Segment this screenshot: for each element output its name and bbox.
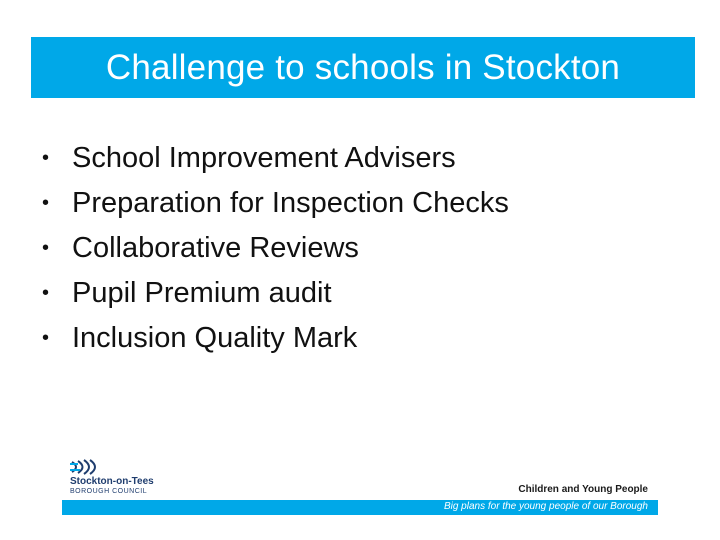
bullet-item [42,226,509,271]
bullet-text: Collaborative Reviews [72,232,359,264]
bullet-icon: • [42,237,50,259]
bullet-text: Inclusion Quality Mark [72,322,358,354]
bullet-icon: • [42,282,50,304]
bullet-text: School Improvement Advisers [72,142,456,174]
bullet-list [42,136,509,361]
bullet-item [42,271,509,316]
bullet-text: Preparation for Inspection Checks [72,187,509,219]
slide-title: Challenge to schools in Stockton [105,47,621,87]
bullet-item [42,316,509,361]
bullet-icon: • [42,192,50,214]
department-name: Children and Young People [518,484,648,495]
bullet-text: Pupil Premium audit [72,277,332,309]
footer-banner [62,500,658,515]
bullet-icon: • [42,327,50,349]
bullet-item [42,136,509,181]
council-name: Stockton-on-Tees [70,476,154,487]
title-banner [31,37,695,98]
bullet-icon: • [42,147,50,169]
council-subtitle: BOROUGH COUNCIL [70,488,148,495]
footer-tagline: Big plans for the young people of our Borough [443,501,648,512]
bullet-item [42,181,509,226]
